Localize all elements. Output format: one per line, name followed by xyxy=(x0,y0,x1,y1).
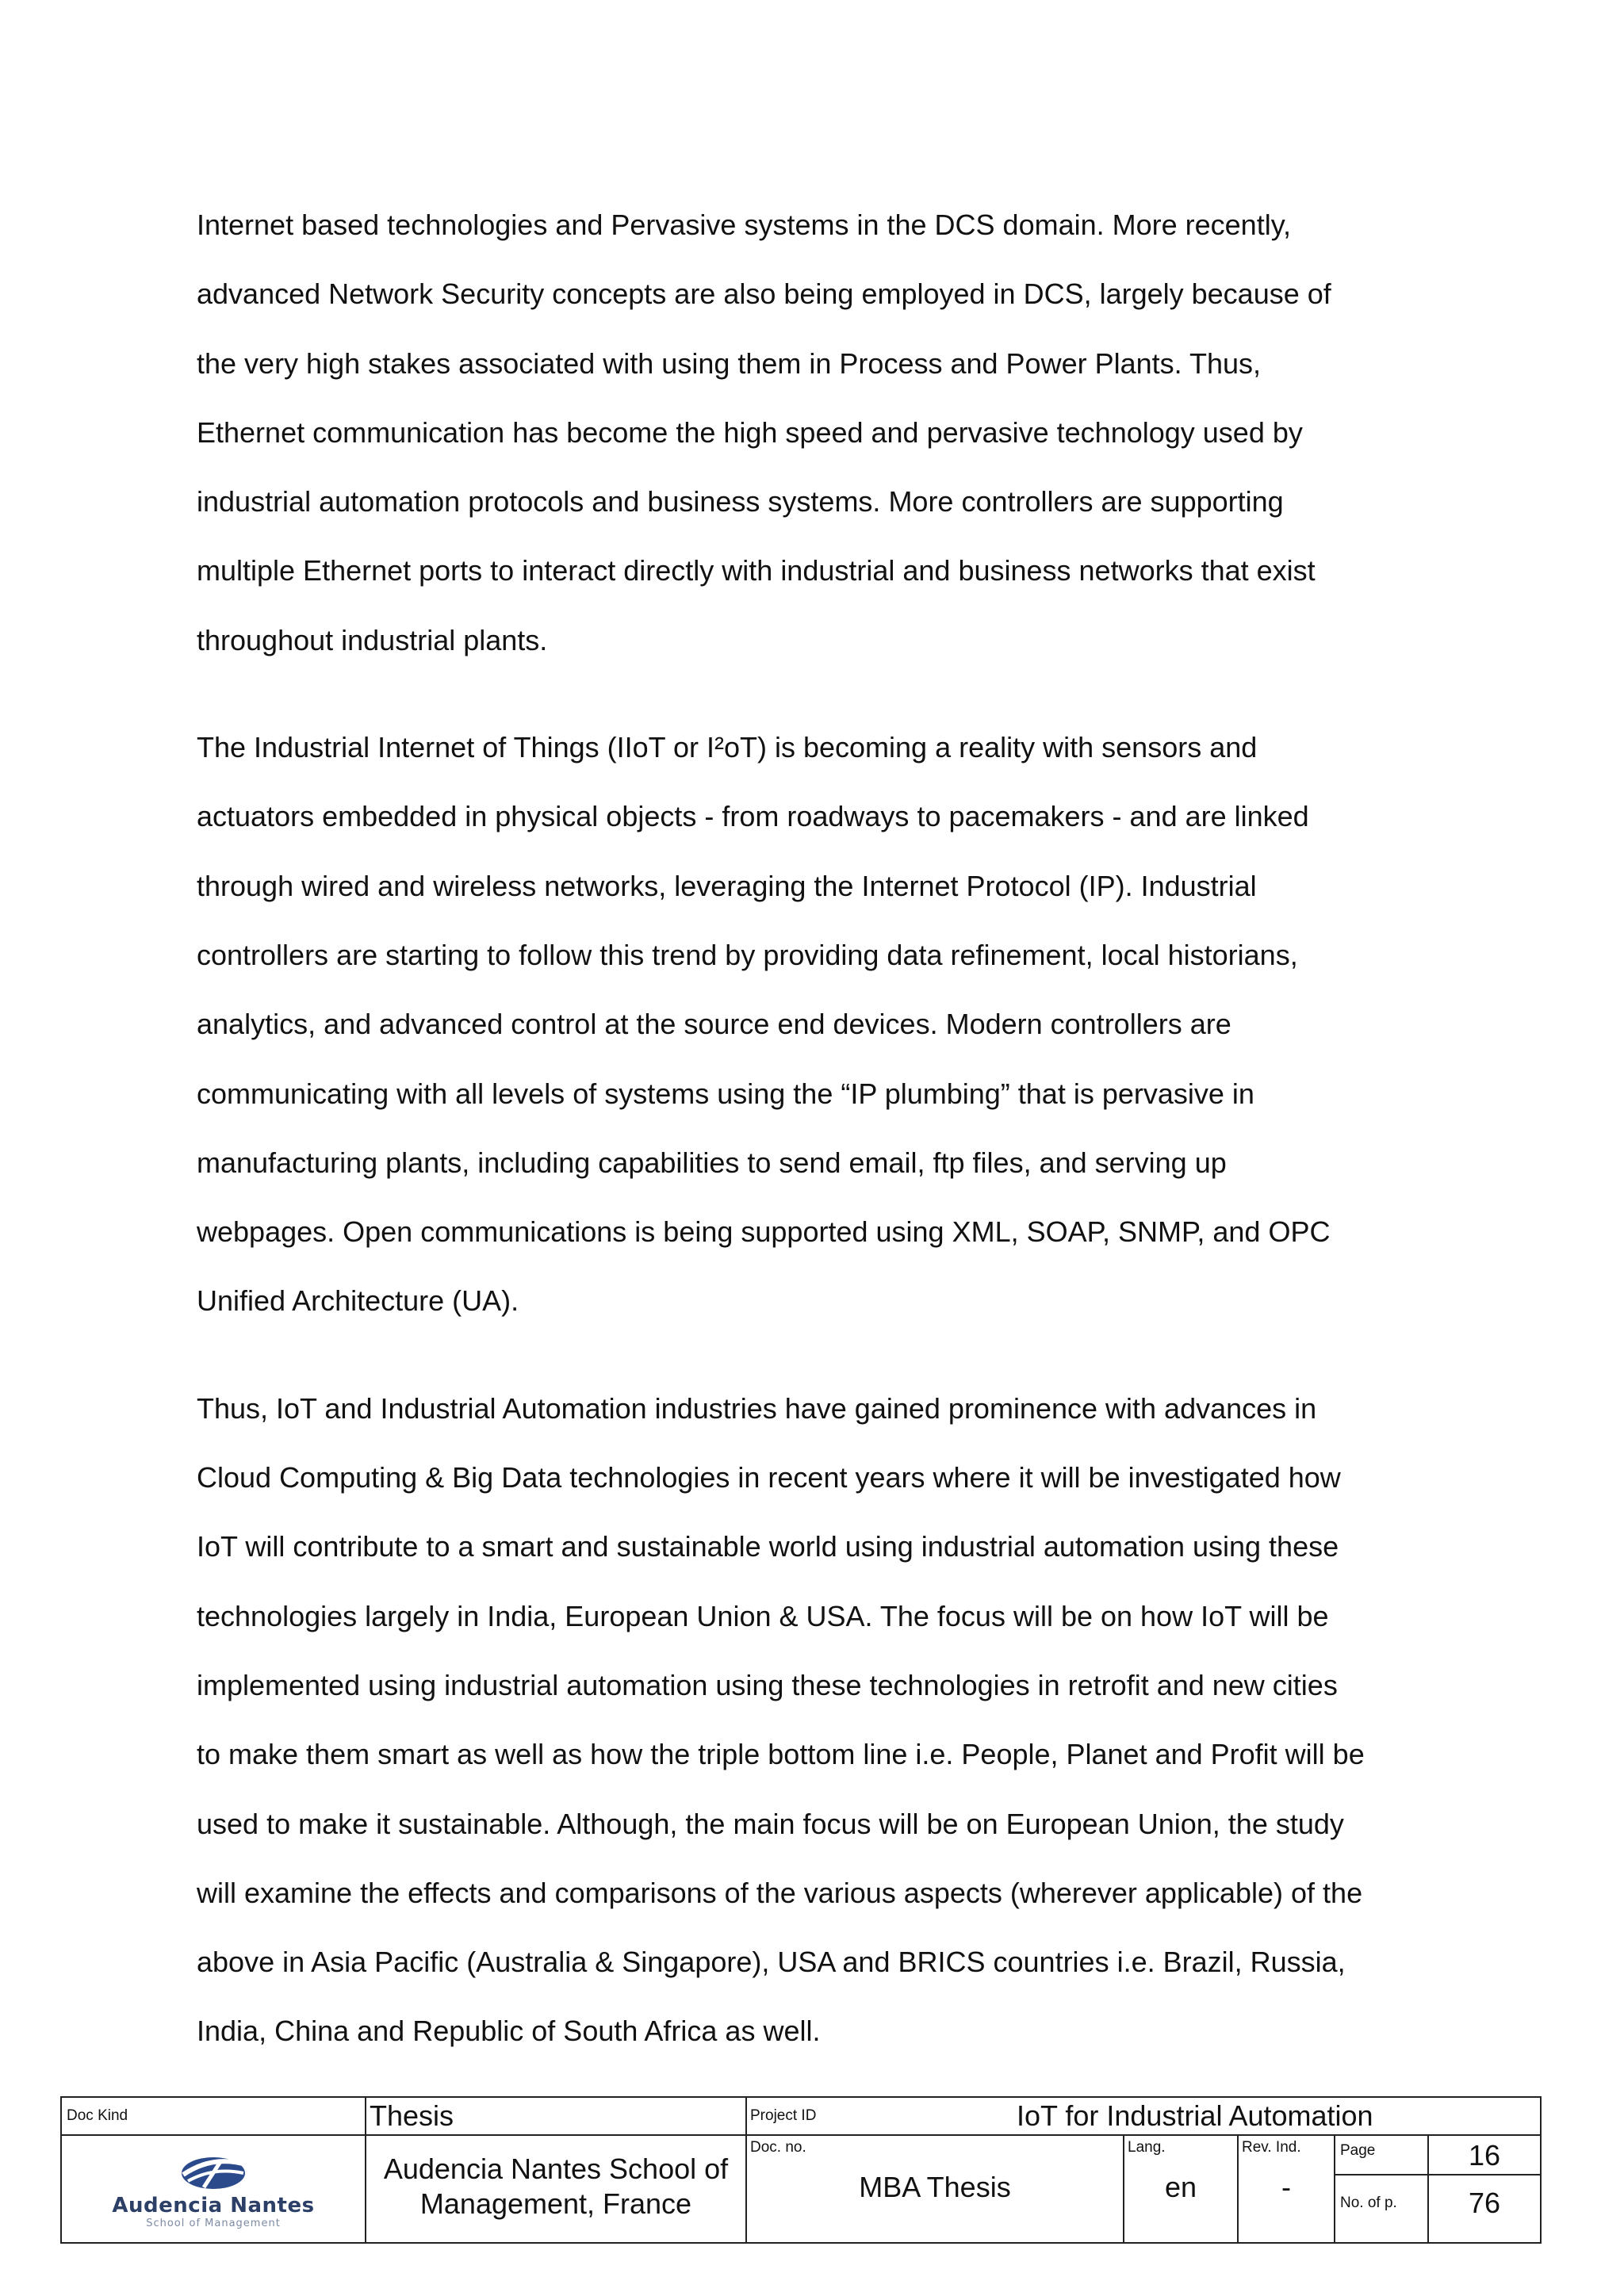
text-line: above in Asia Pacific (Australia & Singapore), USA and BRICS countries i.e. Brazil, Russia, xyxy=(197,1946,1346,1979)
doc-no-label: Doc. no. xyxy=(750,2139,806,2156)
rev-value: - xyxy=(1281,2171,1291,2203)
lang-label: Lang. xyxy=(1128,2139,1166,2156)
paragraph-3 xyxy=(197,1374,1450,2066)
text-line: through wired and wireless networks, leveraging the Internet Protocol (IP). Industrial xyxy=(197,869,1257,902)
text-line: to make them smart as well as how the triple bottom line i.e. People, Planet and Profit will be xyxy=(197,1738,1365,1771)
project-id-value: IoT for Industrial Automation xyxy=(1017,2099,1373,2132)
num-pages-label: No. of p. xyxy=(1340,2195,1397,2211)
text-line: analytics, and advanced control at the source end devices. Modern controllers are xyxy=(197,1008,1231,1041)
paragraph-1 xyxy=(197,190,1450,675)
text-line: The Industrial Internet of Things (IIoT or I²oT) is becoming a reality with sensors and xyxy=(197,731,1258,764)
text-line: throughout industrial plants. xyxy=(197,623,548,656)
text-line: Ethernet communication has become the high speed and pervasive technology used by xyxy=(197,415,1303,449)
page-number: 16 xyxy=(1468,2139,1501,2172)
project-id-label: Project ID xyxy=(750,2107,817,2124)
text-line: Internet based technologies and Pervasive systems in the DCS domain. More recently, xyxy=(197,209,1292,241)
divider xyxy=(745,2098,747,2242)
text-line: will examine the effects and comparisons of the various aspects (wherever applicable) of the xyxy=(197,1876,1363,1909)
text-line: implemented using industrial automation using these technologies in retrofit and new cities xyxy=(197,1668,1338,1701)
text-line: webpages. Open communications is being supported using XML, SOAP, SNMP, and OPC xyxy=(197,1215,1331,1249)
divider xyxy=(1334,2134,1335,2242)
text-line: controllers are starting to follow this trend by providing data refinement, local historians, xyxy=(197,938,1298,971)
rev-label: Rev. Ind. xyxy=(1242,2139,1301,2156)
lang-value: en xyxy=(1164,2171,1197,2203)
text-line: manufacturing plants, including capabilities to send email, ftp files, and serving up xyxy=(197,1146,1227,1179)
divider xyxy=(1334,2174,1540,2175)
text-line: Cloud Computing & Big Data technologies in recent years where it will be investigated how xyxy=(197,1461,1341,1494)
doc-no-value: MBA Thesis xyxy=(859,2171,1011,2203)
institution-line: Management, France xyxy=(419,2187,692,2220)
text-line: industrial automation protocols and business systems. More controllers are supporting xyxy=(197,485,1284,519)
text-line: communicating with all levels of systems using the “IP plumbing” that is pervasive in xyxy=(197,1077,1254,1110)
paragraph-2 xyxy=(197,713,1450,1336)
logo-wordmark: Audencia Nantes xyxy=(112,2193,315,2218)
num-pages-value: 76 xyxy=(1468,2187,1501,2219)
text-line: the very high stakes associated with using them in Process and Power Plants. Thus, xyxy=(197,346,1262,380)
text-line: Unified Architecture (UA). xyxy=(197,1284,519,1318)
text-line: used to make it sustainable. Although, the main focus will be on European Union, the study xyxy=(197,1807,1344,1840)
text-line: multiple Ethernet ports to interact directly with industrial and business networks that exist xyxy=(197,554,1316,587)
text-line: Thus, IoT and Industrial Automation industries have gained prominence with advances in xyxy=(197,1391,1317,1425)
page-label: Page xyxy=(1340,2142,1376,2159)
audencia-logo xyxy=(62,2136,365,2244)
audencia-logo-icon xyxy=(172,2151,255,2192)
document-body xyxy=(197,190,1450,2066)
institution-line: Audencia Nantes School of xyxy=(383,2152,729,2185)
logo-subtitle: School of Management xyxy=(146,2217,281,2229)
text-line: advanced Network Security concepts are also being employed in DCS, largely because of xyxy=(197,277,1331,311)
text-line: technologies largely in India, European Union & USA. The focus will be on how IoT will be xyxy=(197,1599,1329,1632)
document-title-block xyxy=(60,2096,1542,2244)
text-line: IoT will contribute to a smart and sustainable world using industrial automation using these xyxy=(197,1530,1339,1563)
doc-kind-label: Doc Kind xyxy=(67,2107,128,2124)
institution-name xyxy=(366,2152,745,2221)
text-line: actuators embedded in physical objects - from roadways to pacemakers - and are linked xyxy=(197,800,1309,833)
doc-kind-value: Thesis xyxy=(370,2099,454,2132)
text-line: India, China and Republic of South Africa as well. xyxy=(197,2015,821,2048)
